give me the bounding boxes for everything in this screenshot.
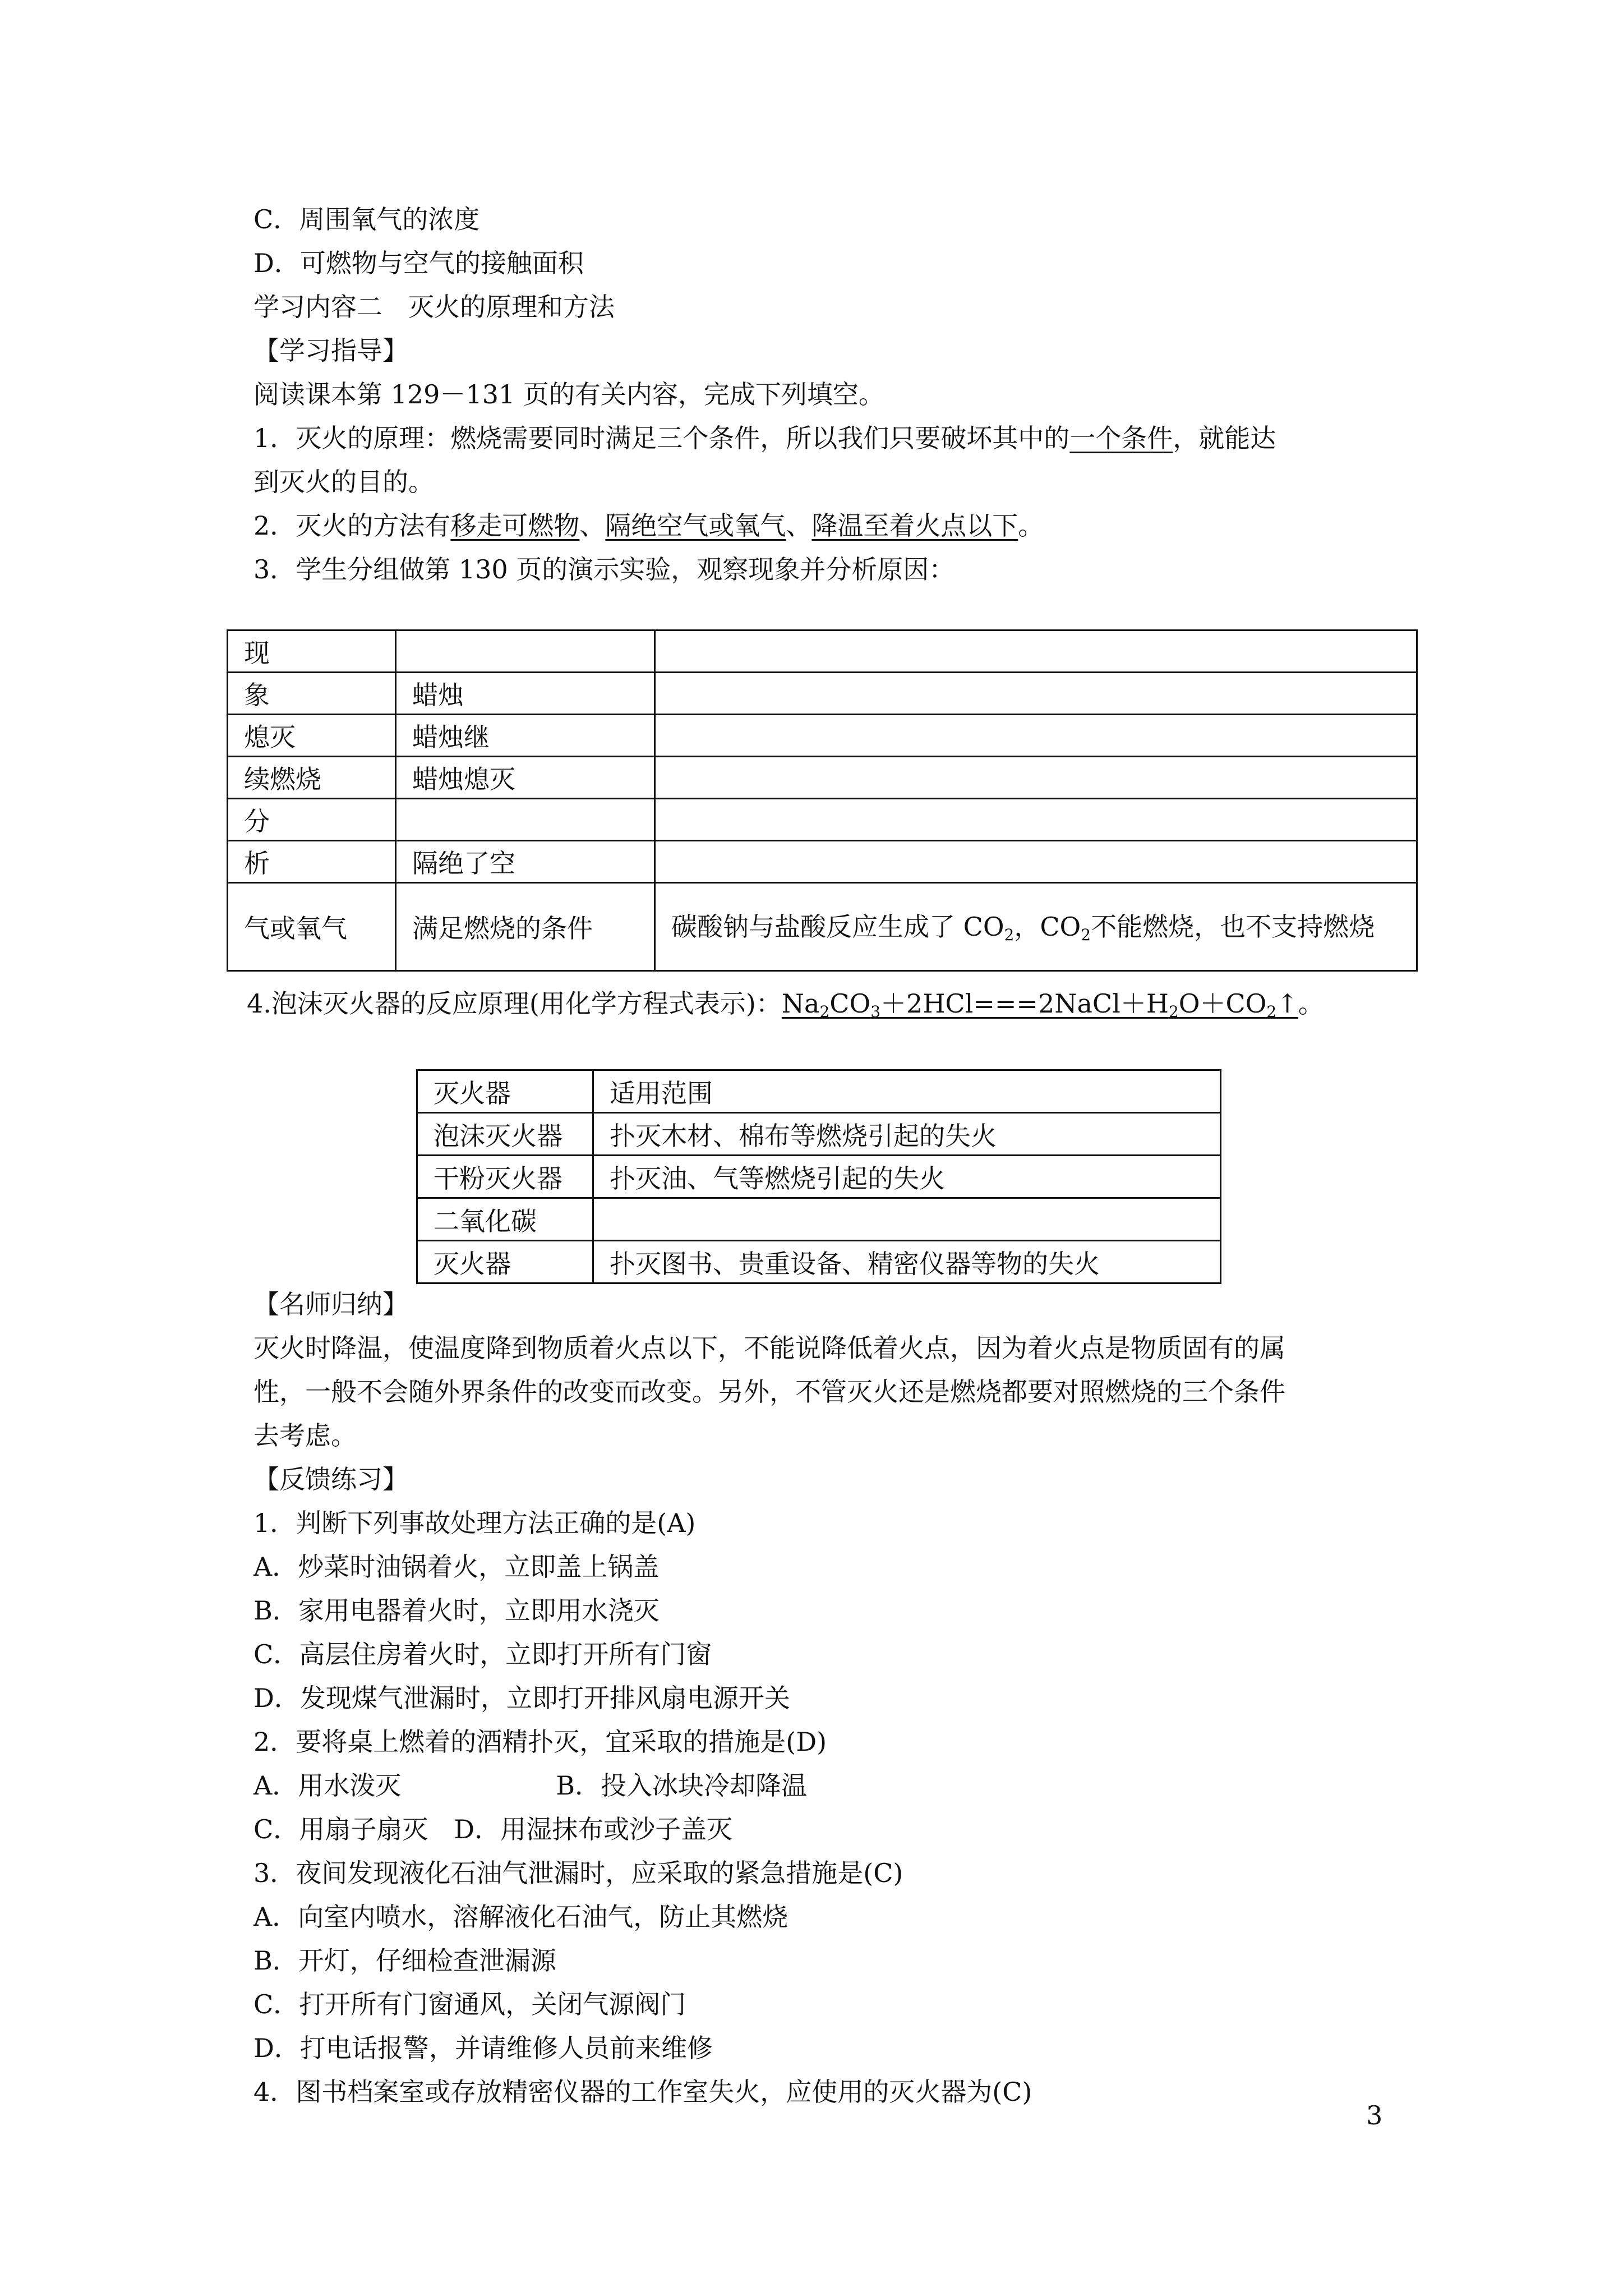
table-row: [417, 1241, 1221, 1283]
table-cell: 蜡烛熄灭: [396, 757, 655, 799]
text: 。: [1018, 510, 1044, 541]
table-row: [417, 1070, 1221, 1113]
text: 不能燃烧，也不支持燃烧: [1091, 912, 1375, 942]
text: 、: [786, 510, 812, 541]
table-cell: 扑灭木材、棉布等燃烧引起的失火: [593, 1113, 1221, 1156]
extinguisher-table: [416, 1069, 1221, 1284]
subscript: 3: [870, 1002, 881, 1021]
text: 1．灭火的原理：燃烧需要同时满足三个条件，所以我们只要破坏其中的: [253, 423, 1070, 453]
up-arrow-icon: ↑: [1276, 988, 1298, 1019]
subscript: 2: [819, 1002, 830, 1021]
chemical-equation: [782, 988, 1298, 1019]
table-cell: 扑灭图书、贵重设备、精密仪器等物的失火: [593, 1241, 1221, 1283]
option-line: A．用水泼灭 B．投入冰块冷却降温: [253, 1770, 808, 1801]
question-line: 2．要将桌上燃着的酒精扑灭，宜采取的措施是(D): [253, 1727, 827, 1757]
table-cell: [655, 631, 1417, 673]
question-line: 4．图书档案室或存放精密仪器的工作室失火，应使用的灭火器为(C): [253, 2077, 1032, 2107]
text-line: 性，一般不会随外界条件的改变而改变。另外，不管灭火还是燃烧都要对照燃烧的三个条件: [253, 1377, 1285, 1407]
section-title: 学习内容二 灭火的原理和方法: [253, 292, 615, 322]
table-cell: 灭火器: [417, 1070, 593, 1113]
table-row: [228, 757, 1417, 799]
table-cell: 满足燃烧的条件: [396, 883, 655, 971]
table-cell: 隔绝了空: [396, 841, 655, 883]
table-cell: 泡沫灭火器: [417, 1113, 593, 1156]
text: 碳酸钠与盐酸反应生成了 CO: [671, 912, 1004, 942]
paragraph-1: [253, 416, 1276, 460]
table-cell: 干粉灭火器: [417, 1156, 593, 1198]
table-cell: [655, 799, 1417, 841]
section-heading: 【名师归纳】: [253, 1289, 408, 1319]
table-cell: [655, 757, 1417, 799]
table-row: [228, 715, 1417, 757]
table-row: [417, 1198, 1221, 1241]
question-line: 3．夜间发现液化石油气泄漏时，应采取的紧急措施是(C): [253, 1858, 903, 1888]
table-cell: 蜡烛继: [396, 715, 655, 757]
table-row: [228, 841, 1417, 883]
paragraph-1-continued: 到灭火的目的。: [253, 467, 434, 497]
text-line: C．周围氧气的浓度: [253, 204, 480, 234]
text: ＋2HCl===2NaCl＋H: [880, 988, 1169, 1019]
section-heading: 【学习指导】: [253, 335, 408, 366]
table-row: [228, 799, 1417, 841]
text: 4.泡沫灭火器的反应原理(用化学方程式表示)：: [247, 988, 782, 1019]
paragraph-4: [247, 982, 1324, 1025]
answer-underline: 一个条件: [1069, 423, 1173, 453]
table-row: [228, 631, 1417, 673]
option-line: B．家用电器着火时，立即用水浇灭: [253, 1595, 660, 1626]
table-row: [417, 1156, 1221, 1198]
table-cell: [655, 841, 1417, 883]
table-cell: [593, 1198, 1221, 1241]
table-row: [228, 883, 1417, 971]
table-cell: [655, 715, 1417, 757]
option-line: A．向室内喷水，溶解液化石油气，防止其燃烧: [253, 1902, 789, 1932]
text-line: 阅读课本第 129－131 页的有关内容，完成下列填空。: [253, 379, 884, 409]
option-line: C．高层住房着火时，立即打开所有门窗: [253, 1639, 712, 1669]
table-cell: 熄灭: [228, 715, 396, 757]
text: Na: [781, 988, 820, 1019]
option-line: A．炒菜时油锅着火，立即盖上锅盖: [253, 1552, 660, 1582]
table-cell: 续燃烧: [228, 757, 396, 799]
subscript: 2: [1081, 926, 1091, 944]
table-cell: 二氧化碳: [417, 1198, 593, 1241]
subscript: 2: [1168, 1002, 1179, 1021]
table-cell: 灭火器: [417, 1241, 593, 1283]
table-cell: [655, 673, 1417, 715]
table-cell: 现: [228, 631, 396, 673]
option-line: D．打电话报警，并请维修人员前来维修: [253, 2033, 713, 2063]
paragraph-3: 3．学生分组做第 130 页的演示实验，观察现象并分析原因：: [253, 554, 955, 585]
subscript: 2: [1004, 926, 1015, 944]
page-number: 3: [1366, 2100, 1383, 2131]
section-heading: 【反馈练习】: [253, 1464, 408, 1494]
text: O＋CO: [1178, 988, 1267, 1019]
table-cell: 象: [228, 673, 396, 715]
option-line: C．打开所有门窗通风，关闭气源阀门: [253, 1989, 686, 2019]
question-line: 1．判断下列事故处理方法正确的是(A): [253, 1508, 696, 1538]
experiment-table: [227, 629, 1418, 972]
table-row: [417, 1113, 1221, 1156]
text-line: 去考虑。: [253, 1420, 357, 1451]
table-cell: 扑灭油、气等燃烧引起的失火: [593, 1156, 1221, 1198]
text: ，CO: [1014, 912, 1081, 942]
text-line: 灭火时降温，使温度降到物质着火点以下，不能说降低着火点，因为着火点是物质固有的属: [253, 1333, 1285, 1363]
table-cell: [396, 799, 655, 841]
table-cell: 析: [228, 841, 396, 883]
text-line: D．可燃物与空气的接触面积: [253, 248, 584, 278]
text: ，就能达: [1173, 423, 1276, 453]
option-line: C．用扇子扇灭 D．用湿抹布或沙子盖灭: [253, 1814, 733, 1844]
subscript: 2: [1266, 1002, 1277, 1021]
table-cell: 适用范围: [593, 1070, 1221, 1113]
table-cell: 分: [228, 799, 396, 841]
answer-underline: 移走可燃物: [450, 510, 580, 541]
text: 。: [1298, 988, 1324, 1019]
table-cell: [396, 631, 655, 673]
table-row: [228, 673, 1417, 715]
text: CO: [829, 988, 871, 1019]
table-cell-analysis: [655, 883, 1417, 971]
text: 、: [579, 510, 606, 541]
text: 2．灭火的方法有: [253, 510, 451, 541]
table-cell: 气或氧气: [228, 883, 396, 971]
option-line: D．发现煤气泄漏时，立即打开排风扇电源开关: [253, 1683, 790, 1713]
table-cell: 蜡烛: [396, 673, 655, 715]
answer-underline: 隔绝空气或氧气: [605, 510, 786, 541]
answer-underline: 降温至着火点以下: [811, 510, 1018, 541]
paragraph-2: [253, 504, 1044, 547]
option-line: B．开灯，仔细检查泄漏源: [253, 1945, 556, 1976]
